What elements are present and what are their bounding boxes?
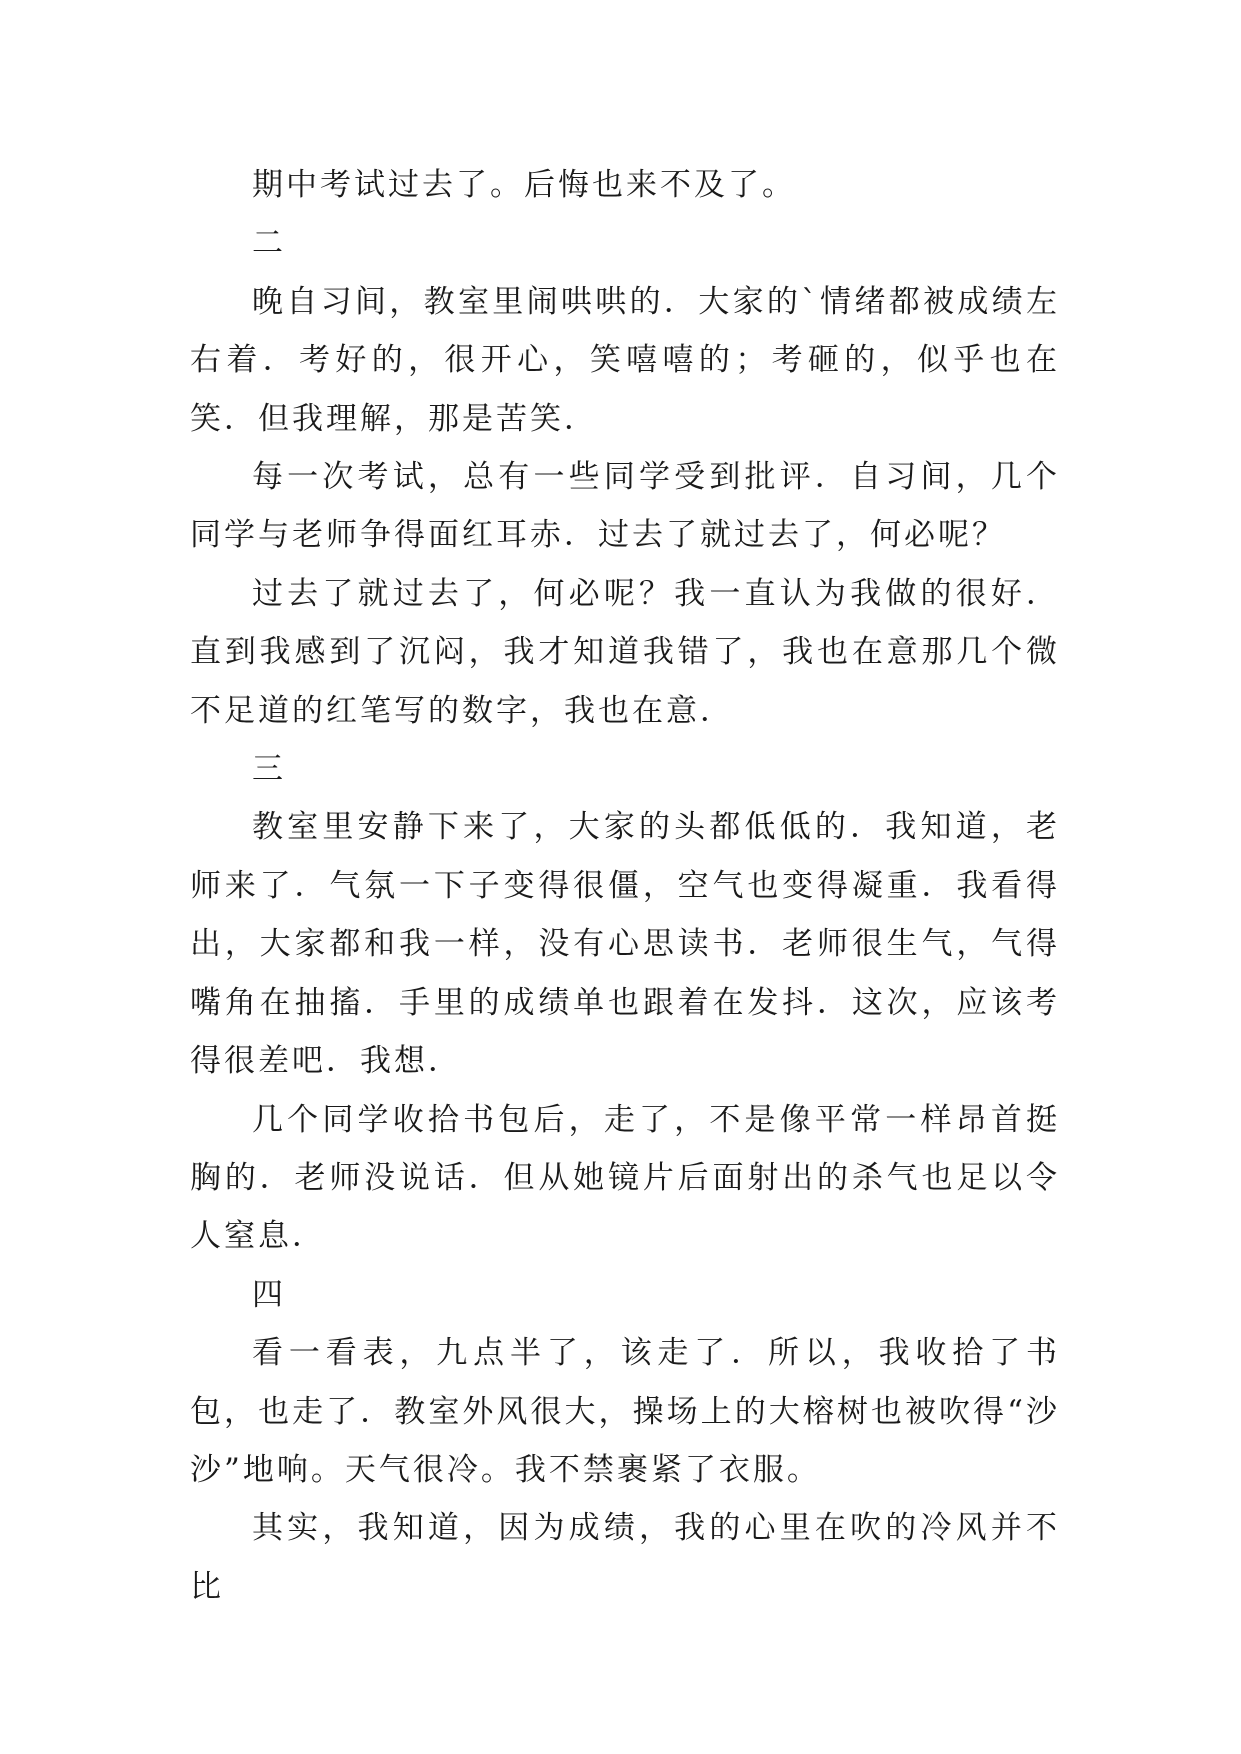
section-heading: 四	[252, 1276, 286, 1313]
paragraph: 过去了就过去了，何必呢？我一直认为我做的很好．直到我感到了沉闷，我才知道我错了，我也在意那几个微不足道的红笔写的数字，我也在意．	[190, 575, 1060, 729]
paragraph: 晚自习间，教室里闹哄哄的．大家的`情绪都被成绩左右着．考好的，很开心，笑嘻嘻的；考砸的，似乎也在笑．但我理解，那是苦笑．	[190, 283, 1060, 437]
section-heading: 三	[252, 751, 286, 788]
paragraph: 其实，我知道，因为成绩，我的心里在吹的冷风并不比	[190, 1510, 1060, 1605]
paragraph: 看一看表，九点半了，该走了．所以，我收拾了书包，也走了．教室外风很大，操场上的大榕树也被吹得“沙沙”地响。天气很冷。我不禁裹紧了衣服。	[190, 1335, 1060, 1488]
paragraph: 教室里安静下来了，大家的头都低低的．我知道，老师来了．气氛一下子变得很僵，空气也变得凝重．我看得出，大家都和我一样，没有心思读书．老师很生气，气得嘴角在抽搐．手里的成绩单也跟着在发抖．这次，应该考得很差吧．我想．	[190, 809, 1060, 1080]
paragraph: 期中考试过去了。后悔也来不及了。	[252, 167, 796, 203]
section-heading: 二	[252, 225, 286, 262]
paragraph: 几个同学收拾书包后，走了，不是像平常一样昂首挺胸的．老师没说话．但从她镜片后面射出的杀气也足以令人窒息．	[190, 1101, 1060, 1255]
paragraph: 每一次考试，总有一些同学受到批评．自习间，几个同学与老师争得面红耳赤．过去了就过去了，何必呢？	[190, 459, 1060, 554]
document-body	[190, 156, 1060, 1616]
